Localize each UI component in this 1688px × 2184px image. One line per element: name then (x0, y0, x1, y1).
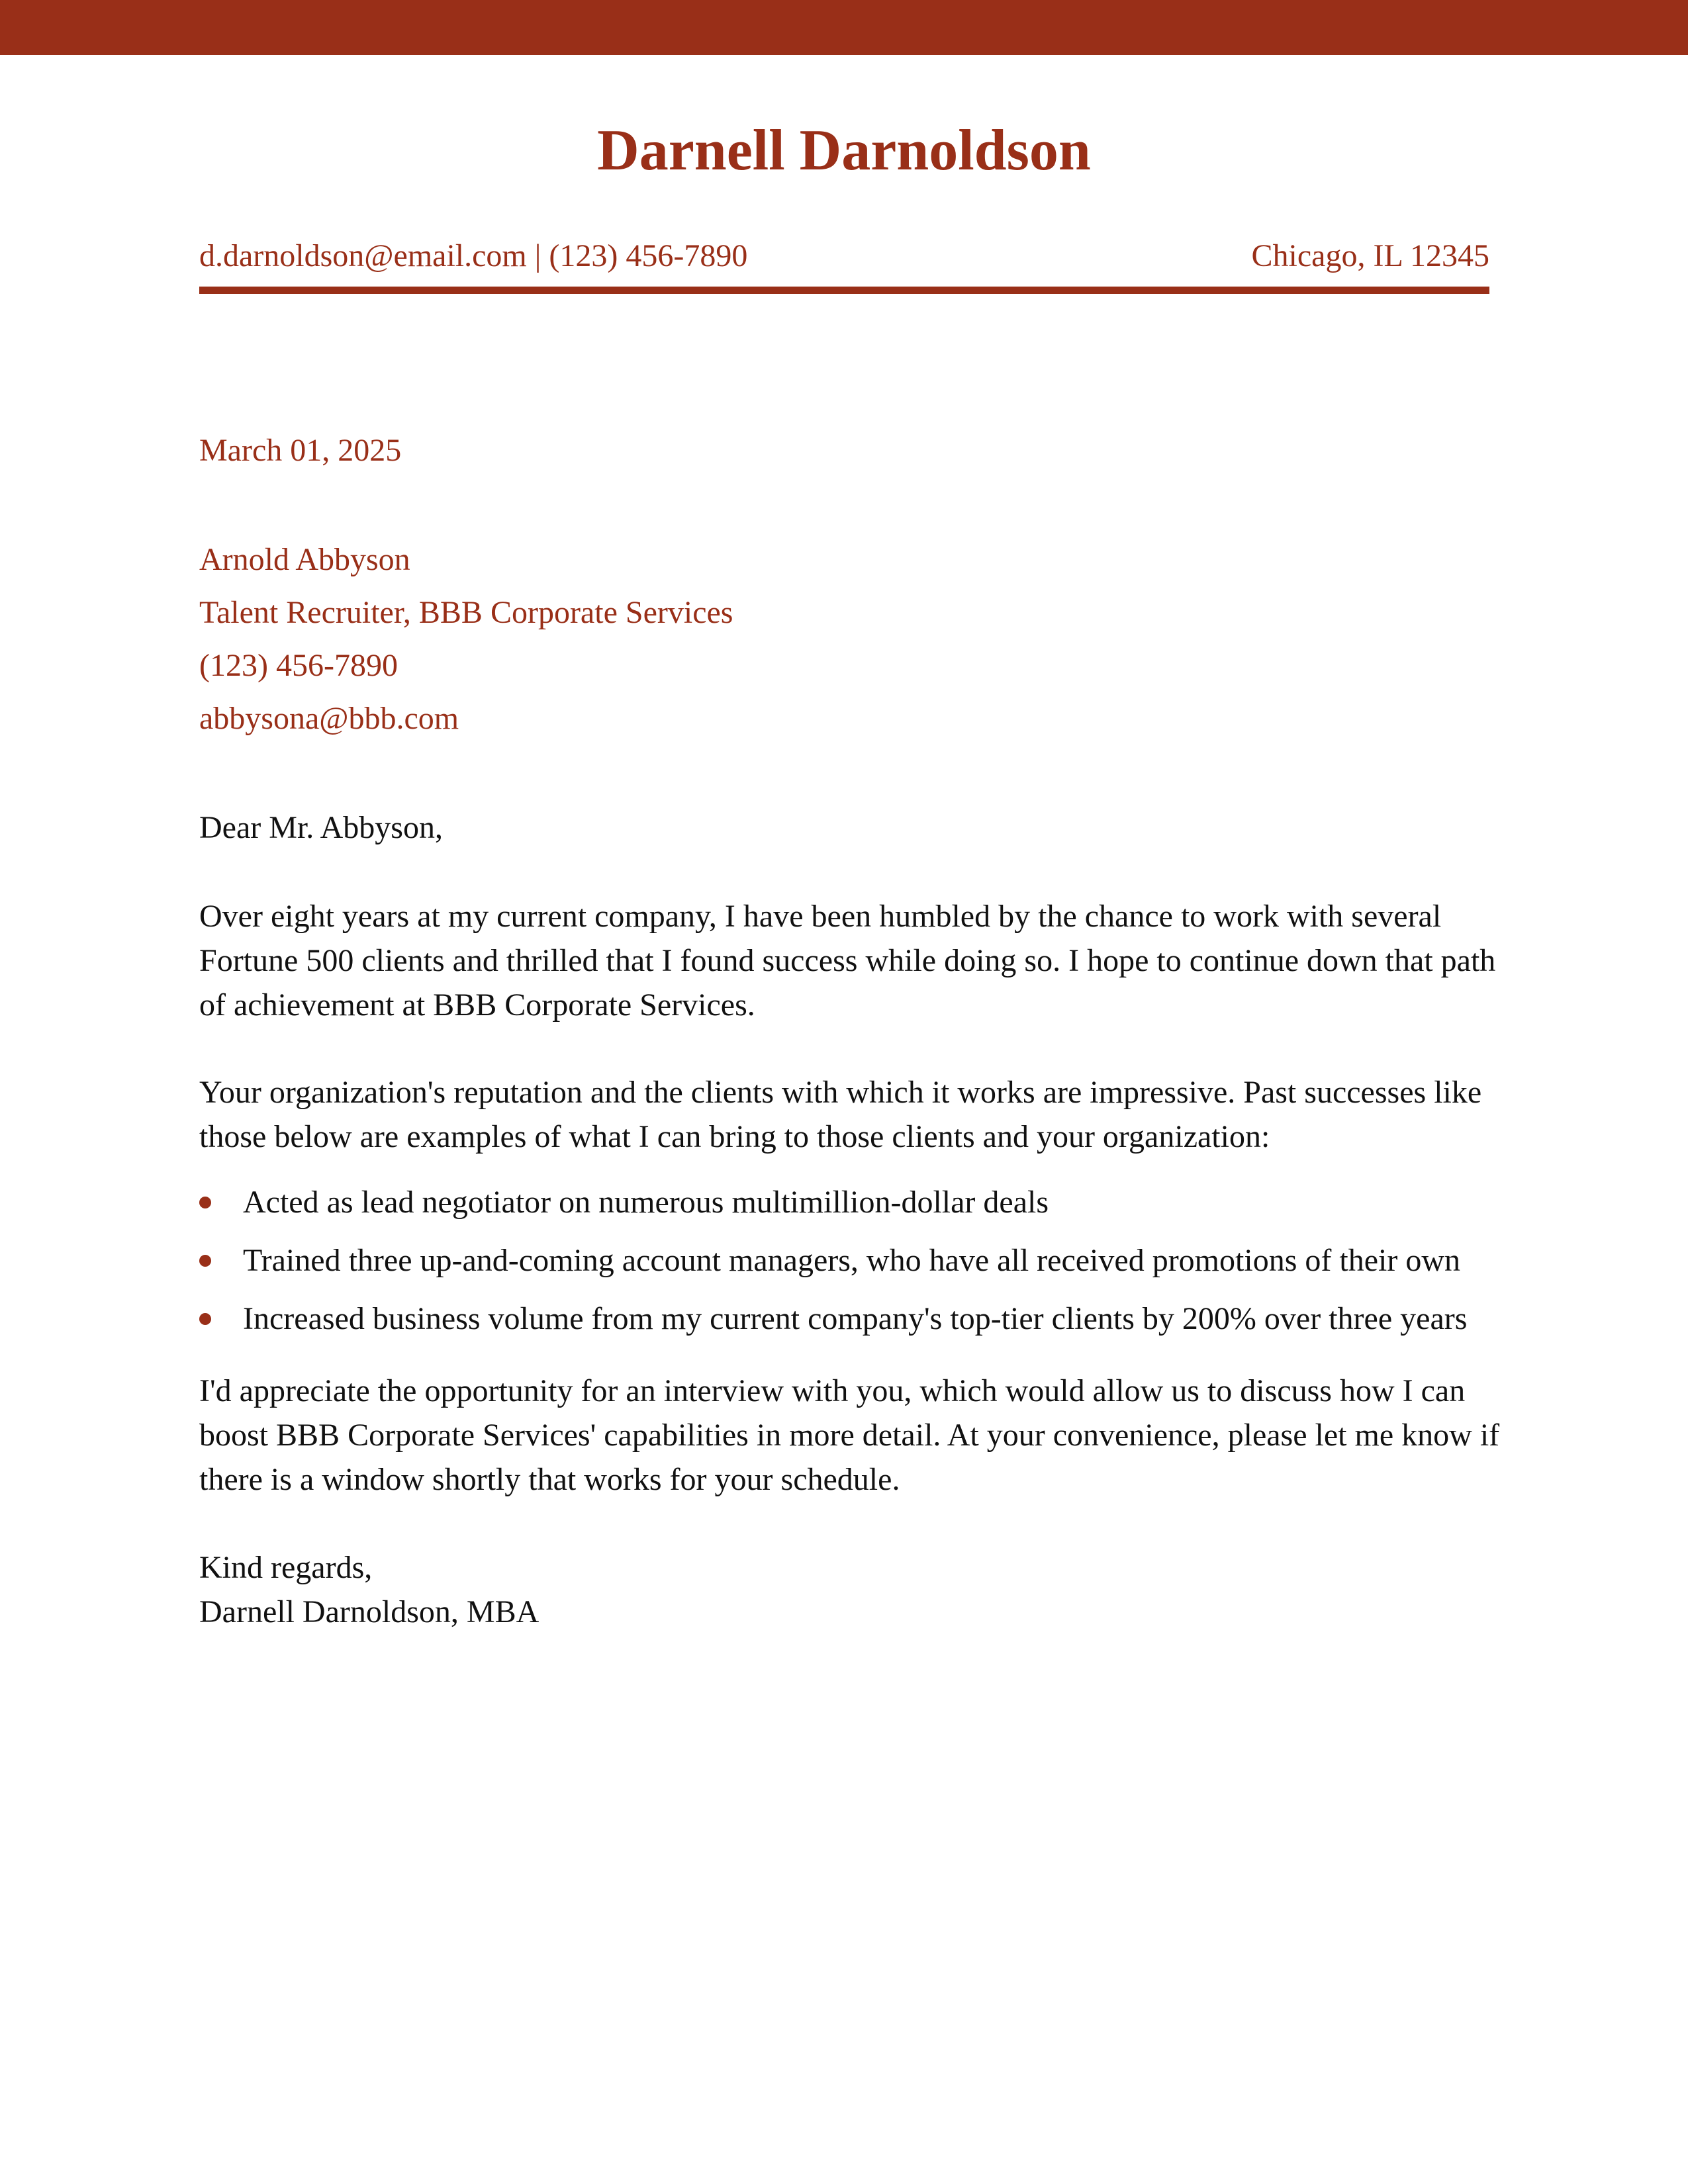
paragraph-line: I'd appreciate the opportunity for an interview with you, which would allow us to discuss how I can (199, 1373, 1466, 1408)
closing-phrase: Kind regards, (199, 1550, 373, 1585)
salutation: Dear Mr. Abbyson, (199, 810, 443, 845)
header-divider (199, 287, 1489, 294)
achievements-list (199, 1179, 1497, 1354)
list-item-text: Trained three up-and-coming account managers, who have all received promotions of their own (243, 1243, 1460, 1278)
bullet-icon (199, 1255, 211, 1267)
paragraph-line: Fortune 500 clients and thrilled that I found success while doing so. I hope to continue down that path (199, 943, 1496, 978)
recipient-email: abbysona@bbb.com (199, 701, 459, 736)
letter-date: March 01, 2025 (199, 433, 402, 468)
sender-name: Darnell Darnoldson (597, 118, 1091, 183)
paragraph-line: of achievement at BBB Corporate Services. (199, 987, 755, 1023)
bullet-icon (199, 1197, 211, 1208)
recipient-phone: (123) 456-7890 (199, 648, 398, 683)
recipient-title: Talent Recruiter, BBB Corporate Services (199, 595, 733, 630)
list-item-text: Acted as lead negotiator on numerous multimillion-dollar deals (243, 1185, 1049, 1220)
list-item-text: Increased business volume from my current company's top-tier clients by 200% over three years (243, 1301, 1468, 1336)
list-item (199, 1238, 1497, 1296)
sender-location: Chicago, IL 12345 (1251, 238, 1489, 273)
contact-row (199, 233, 1489, 279)
bullet-icon (199, 1313, 211, 1325)
paragraph-line: there is a window shortly that works for your schedule. (199, 1462, 900, 1497)
paragraph-line: those below are examples of what I can bring to those clients and your organization: (199, 1119, 1270, 1154)
list-item (199, 1179, 1497, 1238)
paragraph-closing (199, 1369, 1500, 1502)
sender-contact: d.darnoldson@email.com | (123) 456-7890 (199, 238, 748, 273)
list-item (199, 1296, 1497, 1354)
paragraph-line: Your organization's reputation and the clients with which it works are impressive. Past successes like (199, 1075, 1482, 1110)
paragraph-line: boost BBB Corporate Services' capabilities in more detail. At your convenience, please let me know if (199, 1418, 1500, 1453)
recipient-name: Arnold Abbyson (199, 542, 410, 577)
paragraph-reputation (199, 1070, 1497, 1159)
paragraph-line: Over eight years at my current company, I have been humbled by the chance to work with several (199, 899, 1442, 934)
header-band (0, 0, 1688, 55)
paragraph-intro (199, 894, 1497, 1027)
signature: Darnell Darnoldson, MBA (199, 1594, 539, 1629)
